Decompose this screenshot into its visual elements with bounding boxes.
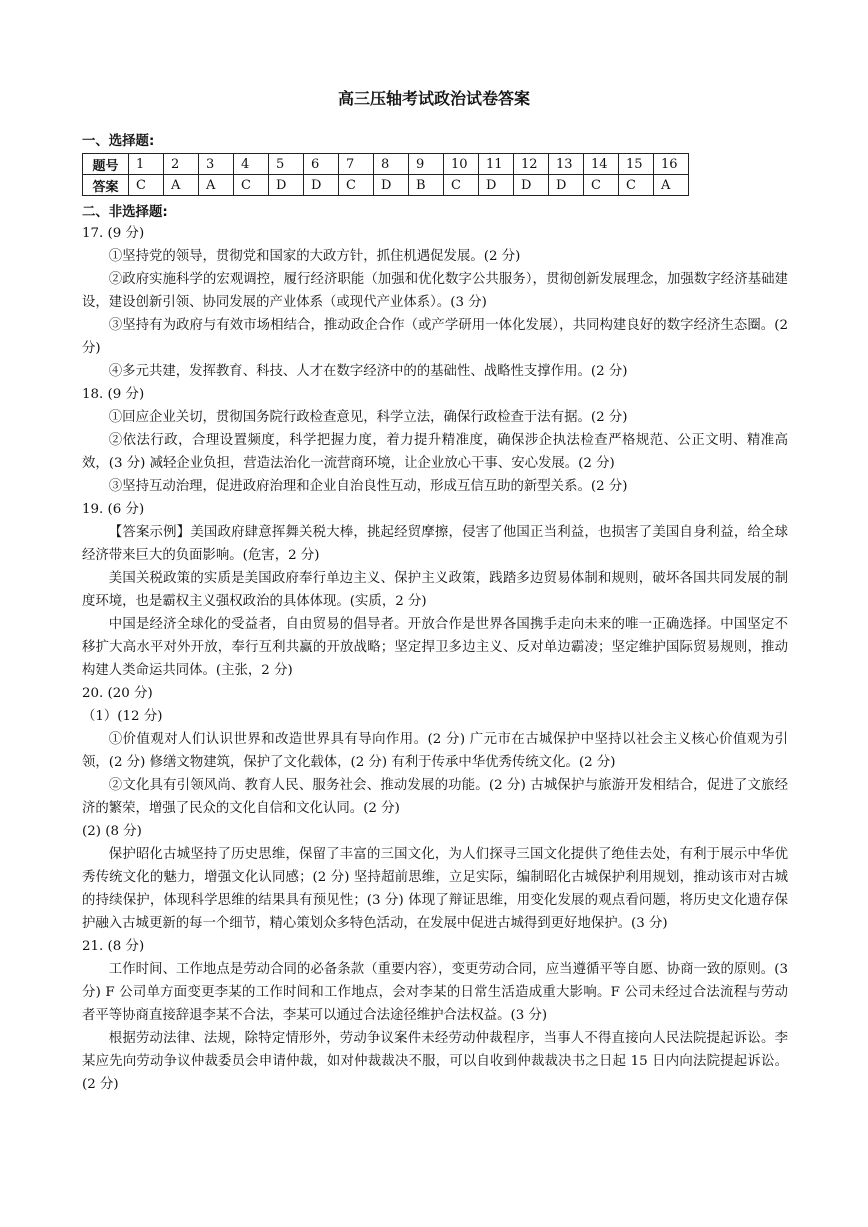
question-number-cell: 2 [164,154,199,175]
answer-paragraph: 工作时间、工作地点是劳动合同的必备条款（重要内容），变更劳动合同，应当遵循平等自愿、协商一致的原则。(3 分) F 公司单方面变更李某的工作时间和工作地点，会对李某的日常生活造成重大影响。F 公司未经过合法流程与劳动者平等协商直接辞退李某不合法，李某可以通过合法途径维护合法权益。(3 分) [82,962,788,1023]
answer-cell: D [374,175,409,196]
answer-cell: D [304,175,339,196]
answer-cell: A [654,175,689,196]
answer-cell: C [129,175,164,196]
sub-question-heading: (2) (8 分) [82,824,142,839]
answer-paragraph: ①坚持党的领导，贯彻党和国家的大政方针，抓住机遇促发展。(2 分) [108,249,521,264]
question-number-cell: 1 [129,154,164,175]
answer-paragraph: 根据劳动法律、法规，除特定情形外，劳动争议案件未经劳动仲裁程序，当事人不得直接向人民法院提起诉讼。李某应先向劳动争议仲裁委员会申请仲裁，如对仲裁裁决不服，可以自收到仲裁裁决书之日起 15 日内向法院提起诉讼。(2 分) [82,1031,788,1092]
question-number-cell: 11 [479,154,514,175]
answer-paragraph: 保护昭化古城坚持了历史思维，保留了丰富的三国文化，为人们探寻三国文化提供了绝佳去处，有利于展示中华优秀传统文化的魅力，增强文化认同感；(2 分) 坚持超前思维，立足实际，编制昭化古城保护利用规划，推动该市对古城的持续保护，体现科学思维的结果具有预见性；(3 分) 体现了辩证思维，用变化发展的观点看问题，将历史文化遗存保护融入古城更新的每一个细节，精心策划众多特色活动，在发展中促进古城得到更好地保护。(3 分) [82,847,788,931]
answer-cell: D [549,175,584,196]
page-title: 高三压轴考试政治试卷答案 [337,89,530,108]
answer-table [82,153,689,196]
question-number-cell: 9 [409,154,444,175]
answer-cell: C [619,175,654,196]
sub-question-heading: （1）(12 分) [82,709,163,724]
question-number-cell: 3 [199,154,234,175]
section-heading-choice: 一、选择题: [82,134,155,149]
question-18-heading: 18. (9 分) [82,387,145,402]
answer-body [82,222,788,1096]
table-row-numbers [83,154,689,175]
question-number-cell: 16 [654,154,689,175]
question-number-cell: 13 [549,154,584,175]
table-row-answers [83,175,689,196]
answer-paragraph: ①回应企业关切，贯彻国务院行政检查意见，科学立法，确保行政检查于法有据。(2 分) [108,410,628,425]
answer-cell: D [479,175,514,196]
question-number-cell: 7 [339,154,374,175]
answer-cell: C [339,175,374,196]
row-label-answer: 答案 [83,175,129,196]
answer-paragraph: ③坚持有为政府与有效市场相结合，推动政企合作（或产学研用一体化发展），共同构建良好的数字经济生态圈。(2 分) [82,318,788,356]
row-label-number: 题号 [83,154,129,175]
question-number-cell: 15 [619,154,654,175]
answer-paragraph: 中国是经济全球化的受益者，自由贸易的倡导者。开放合作是世界各国携手走向未来的唯一正确选择。中国坚定不移扩大高水平对外开放，奉行互利共赢的开放战略；坚定捍卫多边主义、反对单边霸凌；坚定维护国际贸易规则，推动构建人类命运共同体。(主张，2 分) [82,617,788,678]
answer-cell: C [444,175,479,196]
question-19-heading: 19. (6 分) [82,502,145,517]
answer-paragraph: ③坚持互动治理，促进政府治理和企业自治良性互动，形成互信互助的新型关系。(2 分) [108,479,628,494]
answer-cell: B [409,175,444,196]
answer-cell: A [199,175,234,196]
answer-paragraph: ②依法行政，合理设置频度，科学把握力度，着力提升精准度，确保涉企执法检查严格规范、公正文明、精准高效，(3 分) 减轻企业负担，营造法治化一流营商环境，让企业放心干事、安心发展。(2 分) [82,433,788,471]
question-17-heading: 17. (9 分) [82,226,145,241]
answer-cell: A [164,175,199,196]
answer-paragraph: 【答案示例】美国政府肆意挥舞关税大棒，挑起经贸摩擦，侵害了他国正当利益，也损害了美国自身利益，给全球经济带来巨大的负面影响。(危害，2 分) [82,525,788,563]
question-number-cell: 4 [234,154,269,175]
question-number-cell: 14 [584,154,619,175]
section-heading-nonchoice: 二、非选择题: [82,205,168,220]
question-number-cell: 10 [444,154,479,175]
question-number-cell: 12 [514,154,549,175]
answer-paragraph: ②政府实施科学的宏观调控，履行经济职能（加强和优化数字公共服务），贯彻创新发展理念，加强数字经济基础建设，建设创新引领、协同发展的产业体系（或现代产业体系）。(3 分) [82,272,788,310]
answer-paragraph: ④多元共建，发挥教育、科技、人才在数字经济中的的基础性、战略性支撑作用。(2 分) [108,364,628,379]
question-21-heading: 21. (8 分) [82,939,145,954]
answer-paragraph: ①价值观对人们认识世界和改造世界具有导向作用。(2 分) 广元市在古城保护中坚持以社会主义核心价值观为引领，(2 分) 修缮文物建筑，保护了文化载体，(2 分) 有利于传承中华优秀传统文化。(2 分) [82,732,788,770]
answer-paragraph: ②文化具有引领风尚、教育人民、服务社会、推动发展的功能。(2 分) 古城保护与旅游开发相结合，促进了文旅经济的繁荣，增强了民众的文化自信和文化认同。(2 分) [82,778,788,816]
question-number-cell: 6 [304,154,339,175]
question-20-heading: 20. (20 分) [82,686,153,701]
answer-paragraph: 美国关税政策的实质是美国政府奉行单边主义、保护主义政策，践踏多边贸易体制和规则，破坏各国共同发展的制度环境，也是霸权主义强权政治的具体体现。(实质，2 分) [82,571,788,609]
answer-cell: D [269,175,304,196]
answer-cell: C [584,175,619,196]
question-number-cell: 5 [269,154,304,175]
question-number-cell: 8 [374,154,409,175]
answer-cell: D [514,175,549,196]
answer-cell: C [234,175,269,196]
